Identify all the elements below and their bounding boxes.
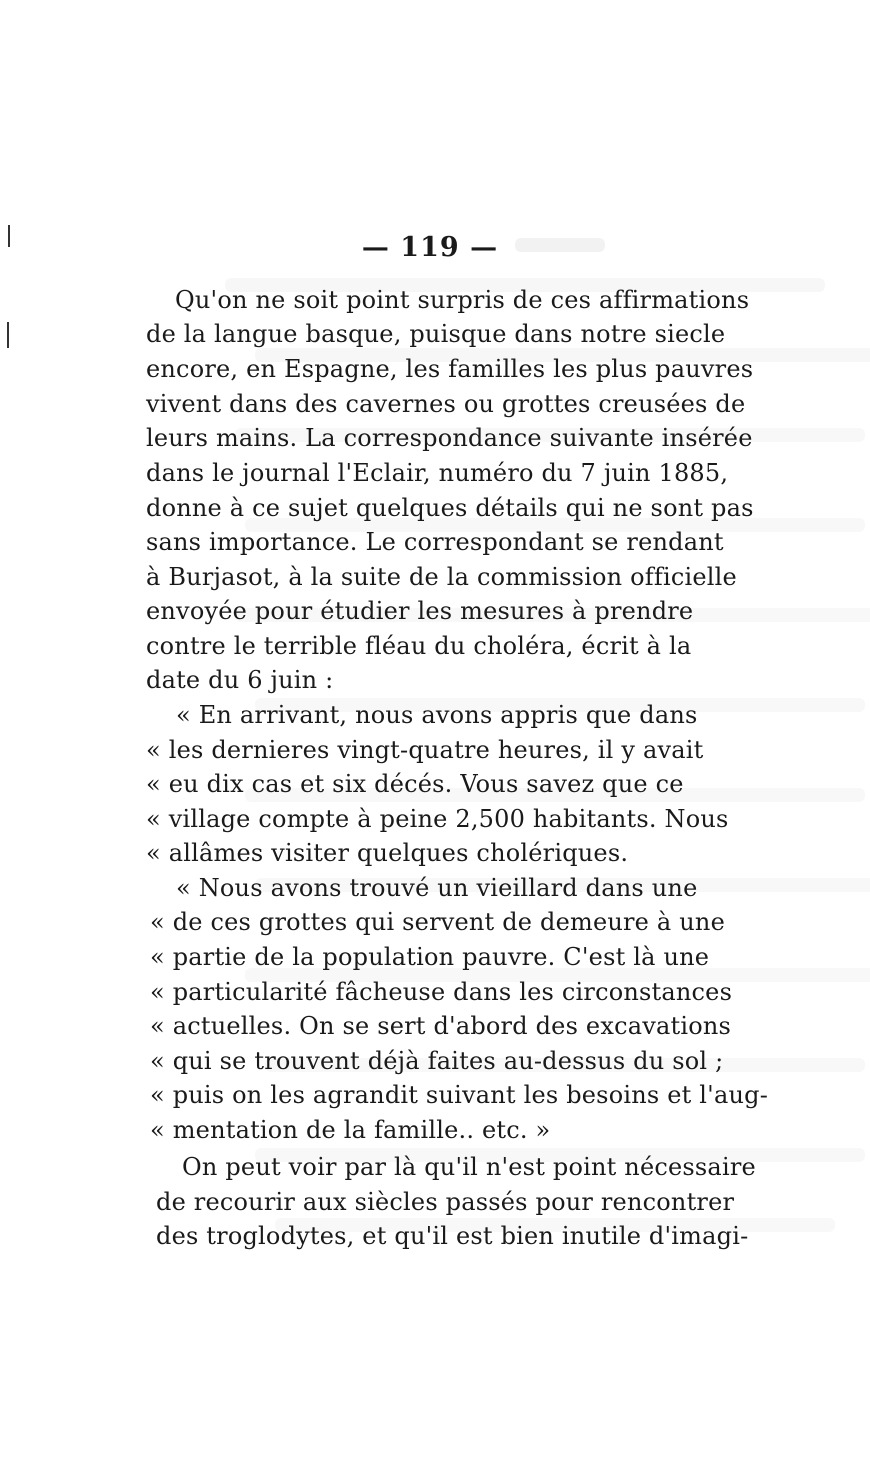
text-line: contre le terrible fléau du choléra, écrit à la <box>146 632 692 660</box>
left-edge-mark <box>7 322 9 348</box>
text-line: à Burjasot, à la suite de la commission officielle <box>146 563 737 591</box>
text-line: sans importance. Le correspondant se rendant <box>146 528 724 556</box>
text-line: donne à ce sujet quelques détails qui ne sont pas <box>146 494 754 522</box>
text-line: On peut voir par là qu'il n'est point nécessaire <box>182 1153 756 1181</box>
text-line: « Nous avons trouvé un vieillard dans une <box>176 874 698 902</box>
text-line: « En arrivant, nous avons appris que dans <box>176 701 698 729</box>
page-number: — 119 — <box>361 232 499 263</box>
text-line: « mentation de la famille.. etc. » <box>150 1116 551 1144</box>
text-line: « actuelles. On se sert d'abord des excavations <box>150 1012 732 1040</box>
text-line: de la langue basque, puisque dans notre siecle <box>146 320 726 348</box>
text-line: « particularité fâcheuse dans les circonstances <box>150 978 733 1006</box>
text-line: date du 6 juin : <box>146 666 334 694</box>
text-line: dans le journal l'Eclair, numéro du 7 juin 1885, <box>146 459 729 487</box>
text-line: « allâmes visiter quelques cholériques. <box>146 839 629 867</box>
text-line: des troglodytes, et qu'il est bien inutile d'imagi- <box>156 1222 749 1250</box>
text-line: Qu'on ne soit point surpris de ces affirmations <box>175 286 750 314</box>
text-line: « de ces grottes qui servent de demeure à une <box>150 908 725 936</box>
text-line: « puis on les agrandit suivant les besoins et l'aug- <box>150 1081 769 1109</box>
text-line: « partie de la population pauvre. C'est là une <box>150 943 710 971</box>
text-line: leurs mains. La correspondance suivante insérée <box>146 424 753 452</box>
text-line: de recourir aux siècles passés pour rencontrer <box>156 1188 735 1216</box>
text-line: vivent dans des cavernes ou grottes creusées de <box>146 390 746 418</box>
text-line: « eu dix cas et six décés. Vous savez que ce <box>146 770 684 798</box>
text-line: « qui se trouvent déjà faites au-dessus du sol ; <box>150 1047 724 1075</box>
text-line: « les dernieres vingt-quatre heures, il y avait <box>146 736 704 764</box>
text-line: encore, en Espagne, les familles les plus pauvres <box>146 355 754 383</box>
text-line: envoyée pour étudier les mesures à prendre <box>146 597 694 625</box>
text-line: « village compte à peine 2,500 habitants. Nous <box>146 805 729 833</box>
